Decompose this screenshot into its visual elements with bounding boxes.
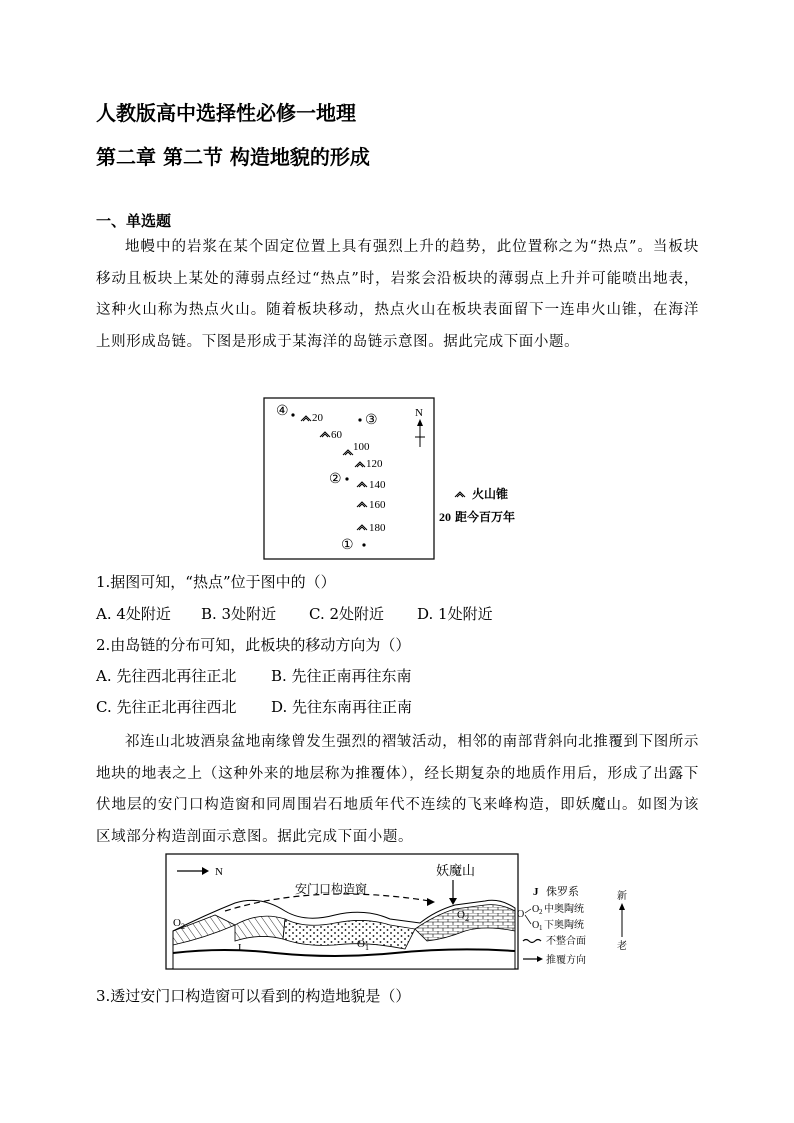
svg-text:2: 2: [465, 914, 469, 923]
svg-text:2: 2: [539, 908, 543, 916]
figure-cross-section: [165, 853, 635, 971]
legend-age-label: 距今百万年: [455, 510, 516, 524]
question-2-stem: 2.由岛链的分布可知，此板块的移动方向为（）: [96, 636, 411, 654]
legend-o2-symbol: O: [532, 904, 540, 915]
o2-left-label: O: [173, 917, 181, 929]
svg-text:1: 1: [365, 943, 369, 952]
o2-right-label: O: [457, 909, 465, 921]
passage-2: 祁连山北坡酒泉盆地南缘曾发生强烈的褶皱活动，相邻的南部背斜向北推覆到下图所示地块的地表之上（这种外来的地层称为推覆体），经长期复杂的地质作用后，形成了出露下伏地层的安门口构造窗和同周围岩石地质年代不连续的飞来峰构造，即妖魔山。如图为该区域部分构造剖面示意图。据此完成下面小题。: [96, 734, 699, 845]
q1-option-d: D. 1处附近: [417, 605, 493, 623]
q2-option-a: A. 先往西北再往正北: [96, 667, 237, 685]
window-label: 安门口构造窗: [295, 882, 368, 896]
age-label: 180: [369, 522, 386, 534]
figure-island-chain: [263, 397, 535, 560]
question-1-stem: 1.据图可知，“热点”位于图中的（）: [96, 573, 336, 591]
arrow-right-icon: [202, 867, 209, 875]
svg-text:2: 2: [181, 922, 185, 931]
point-4: ④: [276, 404, 289, 419]
legend-old: 老: [617, 941, 627, 952]
point-3: ③: [365, 413, 378, 428]
age-label: 140: [369, 479, 386, 491]
j-label: J: [237, 942, 242, 954]
legend-cone-icon: [455, 492, 465, 497]
q1-option-c: C. 2处附近: [309, 605, 385, 623]
age-label: 100: [353, 441, 370, 453]
legend-age-number: 20: [439, 510, 451, 524]
passage-1: 地幔中的岩浆在某个固定位置上具有强烈上升的趋势，此位置称之为“热点”。当板块移动且板块上某处的薄弱点经过“热点”时，岩浆会沿板块的薄弱点上升并可能喷出地表，这种火山称为热点火山。随着板块移动，热点火山在板块表面留下一连串火山锥，在海洋上则形成岛链。下图是形成于某海洋的岛链示意图。据此完成下面小题。: [96, 239, 699, 350]
legend-thrust-icon: [537, 956, 543, 962]
legend-cone-label: 火山锥: [472, 487, 509, 501]
age-arrow-icon: [619, 903, 625, 910]
point-1: ①: [341, 538, 354, 553]
legend-o-prefix: O: [517, 909, 525, 920]
unconformity-icon: [523, 940, 541, 943]
legend-o1-text: 下奥陶统: [544, 920, 584, 931]
q1-option-b: B. 3处附近: [201, 605, 277, 623]
q2-option-b: B. 先往正南再往东南: [271, 667, 412, 685]
north-label: N: [215, 866, 223, 878]
north-label: N: [415, 407, 423, 419]
legend-j-text: 侏罗系: [546, 885, 579, 898]
document-title: 人教版高中选择性必修一地理: [96, 101, 356, 125]
legend-j-symbol: J: [533, 886, 539, 898]
north-arrow-icon: [415, 419, 425, 447]
age-label: 20: [312, 412, 323, 424]
mountain-label: 妖魔山: [436, 864, 476, 879]
o1-label: O: [357, 938, 365, 950]
legend-new: 新: [617, 891, 627, 902]
point-2: ②: [329, 472, 342, 487]
document-subtitle: 第二章 第二节 构造地貌的形成: [96, 145, 370, 169]
arrow-down-icon: [449, 898, 457, 905]
section-heading: 一、单选题: [96, 212, 172, 230]
legend-unconformity: 不整合面: [546, 936, 586, 947]
q2-option-d: D. 先往东南再往正南: [271, 698, 413, 716]
age-label: 60: [331, 429, 342, 441]
thrust-arrow-icon: [427, 898, 435, 906]
q2-option-c: C. 先往正北再往西北: [96, 698, 237, 716]
age-label: 160: [369, 499, 386, 511]
legend-thrust: 推覆方向: [546, 955, 586, 966]
svg-text:1: 1: [539, 924, 543, 932]
age-label: 120: [366, 458, 383, 470]
legend-o2-text: 中奥陶统: [544, 904, 584, 915]
legend-o1-symbol: O: [532, 920, 540, 931]
question-3-stem: 3.透过安门口构造窗可以看到的构造地貌是（）: [96, 987, 411, 1005]
q1-option-a: A. 4处附近: [96, 605, 171, 623]
